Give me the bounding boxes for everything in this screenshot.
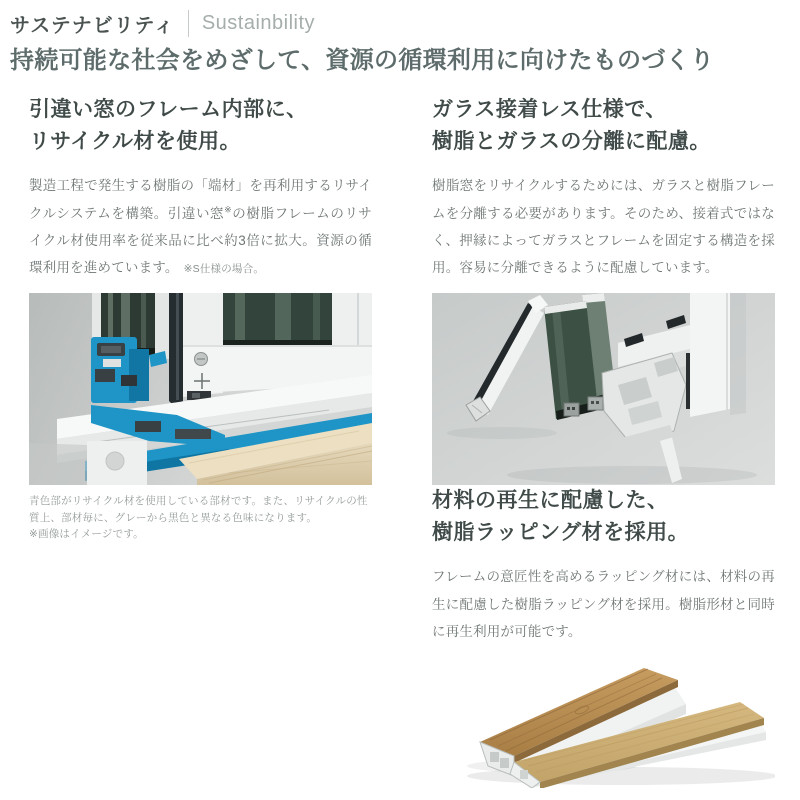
recycle-caption-line1: 青色部がリサイクル材を使用している部材です。また、リサイクルの性質上、部材毎に、グレーから黒色と異なる色味になります。 [29,495,368,524]
wrapping-heading [432,485,775,548]
recycle-body-part2: の樹脂フレームのリサイクル材使用率を従来品に比べ約3倍に拡大。資源の循環利用を進めています。 [29,205,372,276]
wrapping-figure [432,654,775,788]
separation-body: 樹脂窓をリサイクルするためには、ガラスと樹脂フレームを分離する必要があります。そのため、接着式ではなく、押縁によってガラスとフレームを固定する構造を採用。容易に分離できるように配慮しています。 [432,178,775,276]
separation-heading-line2: 樹脂とガラスの分離に配慮。 [432,129,711,153]
recycle-ref-mark: ※ [224,204,233,215]
wrapping-body: フレームの意匠性を高めるラッピング材には、材料の再生に配慮した樹脂ラッピング材を採用。樹脂形材と同時に再生利用が可能です。 [432,569,775,639]
recycle-body-note: ※S仕様の場合。 [183,263,265,276]
separation-heading [432,94,775,157]
column-recycle [29,94,372,788]
recycle-body [29,172,372,281]
wrapped-profiles-image [432,654,775,788]
recycle-caption-line2: ※画像はイメージです。 [29,527,144,540]
separation-heading-line1: ガラス接着レス仕様で、 [432,98,667,122]
separation-figure [432,293,775,485]
recycle-heading-line1: 引違い窓のフレーム内部に、 [29,98,308,122]
recycle-heading [29,94,372,157]
recycle-heading-line2: リサイクル材を使用。 [29,129,242,153]
page-header [0,0,800,38]
recycle-caption [29,493,372,542]
content-columns [0,77,800,788]
page-title-jp: サステナビリティ [10,15,175,37]
column-separation-wrapping [432,94,775,788]
page-title-en: Sustainbility [201,12,316,34]
wrapping-heading-line1: 材料の再生に配慮した、 [432,489,669,513]
recycle-figure [29,293,372,485]
glass-separation-image [432,293,775,485]
banner-headline: 持続可能な社会をめざして、資源の循環利用に向けたものづくり [10,47,715,74]
title-divider [188,10,189,37]
recycle-body-part1: 製造工程で発生する樹脂の「端材」を再利用するリサイクルシステムを構築。引違い窓 [29,178,372,221]
window-cutaway-image [29,293,372,485]
wrapping-heading-line2: 樹脂ラッピング材を採用。 [432,520,690,544]
